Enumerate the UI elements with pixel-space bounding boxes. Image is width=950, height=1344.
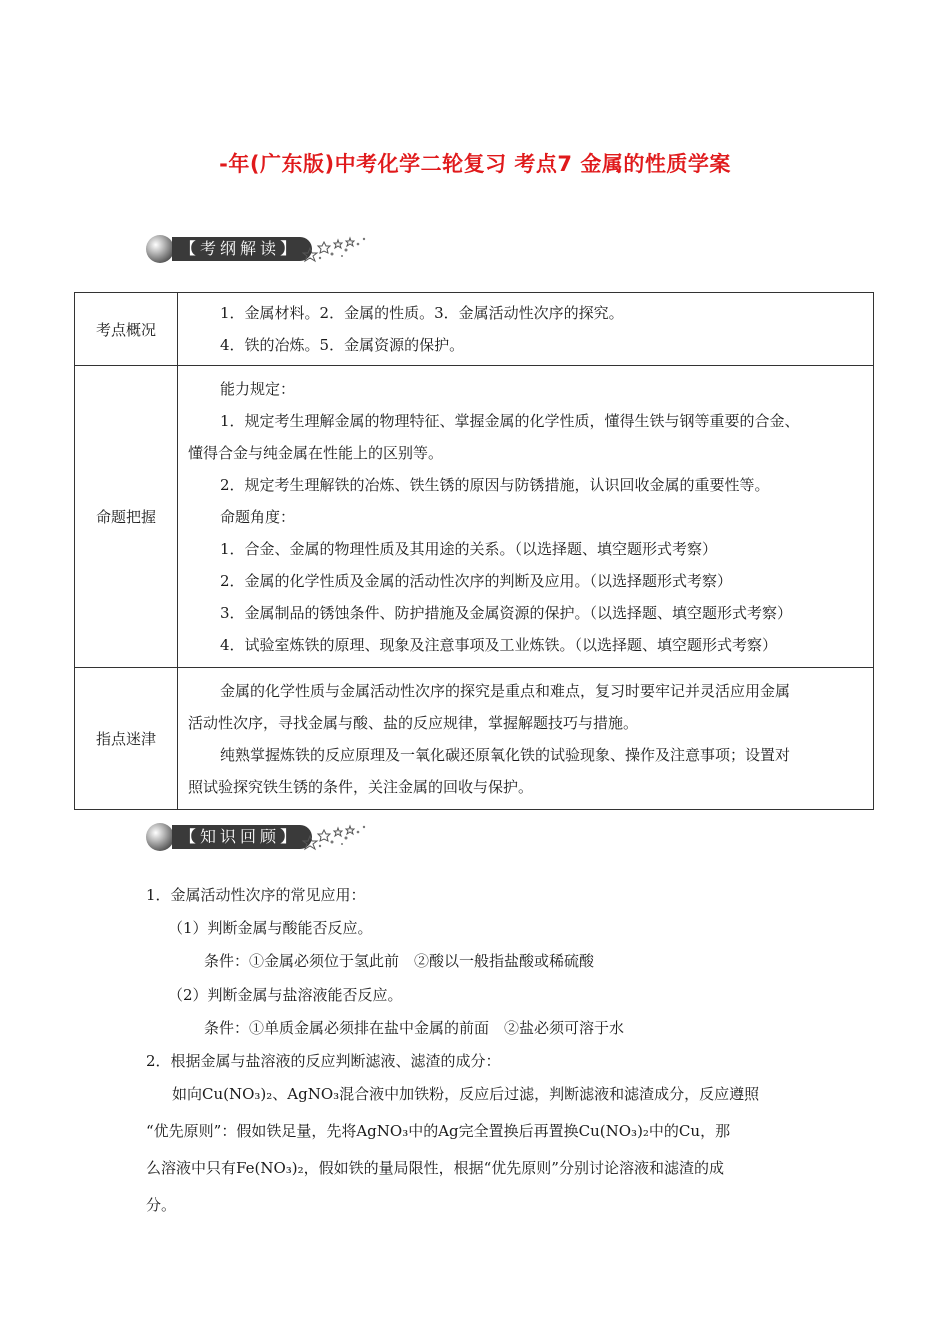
review-condition-1: 条件：①金属必须位于氢此前 ②酸以一般指盐酸或稀硫酸: [204, 952, 595, 970]
review-paragraph-line: 如向Cu(NO₃)₂、AgNO₃混合液中加铁粉，反应后过滤，判断滤液和滤渣成分，反应遵照: [172, 1085, 760, 1103]
text-line: 1．合金、金属的物理性质及其用途的关系。（以选择题、填空题形式考察）: [220, 539, 718, 558]
text-line: 1．金属材料。2．金属的性质。3．金属活动性次序的探究。: [220, 304, 624, 322]
review-subitem-1: （1）判断金属与酸能否反应。: [168, 919, 373, 937]
text-line: 纯熟掌握炼铁的反应原理及一氧化碳还原氧化铁的试验现象、操作及注意事项；设置对: [220, 745, 791, 764]
review-paragraph-line: “优先原则”：假如铁足量，先将AgNO₃中的Ag完全置换后再置换Cu(NO₃)₂中的Cu，那: [146, 1122, 731, 1140]
text-line: 2．金属的化学性质及金属的活动性次序的判断及应用。（以选择题形式考察）: [220, 571, 733, 590]
row-label: 命题把握: [75, 366, 178, 668]
review-condition-2: 条件：①单质金属必须排在盐中金属的前面 ②盐必须可溶于水: [204, 1019, 625, 1037]
row-content: [178, 668, 874, 810]
text-line: 金属的化学性质与金属活动性次序的探究是重点和难点，复习时要牢记并灵活应用金属: [220, 681, 791, 700]
section-banner-exam-outline: [146, 234, 376, 264]
row-label: 考点概况: [75, 293, 178, 366]
sphere-icon: [146, 235, 174, 263]
review-paragraph-line: 分。: [146, 1196, 177, 1214]
text-line: 1．规定考生理解金属的物理特征、掌握金属的化学性质，懂得生铁与钢等重要的合金、: [220, 411, 800, 430]
section-banner-knowledge-review: [146, 822, 376, 852]
page-title: -年(广东版)中考化学二轮复习 考点7 金属的性质学案: [219, 152, 731, 176]
text-line: 4．铁的冶炼。5．金属资源的保护。: [220, 336, 465, 354]
review-item-1: 1．金属活动性次序的常见应用：: [146, 886, 366, 904]
row-content: [178, 293, 874, 366]
text-line: 4．试验室炼铁的原理、现象及注意事项及工业炼铁。（以选择题、填空题形式考察）: [220, 635, 778, 654]
table-row: [75, 366, 874, 668]
section-heading: 【知识回顾】: [172, 825, 312, 849]
text-line: 活动性次序，寻找金属与酸、盐的反应规律，掌握解题技巧与措施。: [188, 713, 639, 732]
table-row: [75, 668, 874, 810]
text-line: 能力规定：: [220, 379, 296, 398]
text-line: 懂得合金与纯金属在性能上的区别等。: [188, 443, 444, 462]
stars-icon: [302, 822, 372, 852]
review-item-2: 2．根据金属与盐溶液的反应判断滤液、滤渣的成分：: [146, 1052, 501, 1070]
sphere-icon: [146, 823, 174, 851]
review-subitem-2: （2）判断金属与盐溶液能否反应。: [168, 986, 403, 1004]
row-content: [178, 366, 874, 668]
text-line: 3．金属制品的锈蚀条件、防护措施及金属资源的保护。（以选择题、填空题形式考察）: [220, 603, 793, 622]
review-paragraph-line: 么溶液中只有Fe(NO₃)₂，假如铁的量局限性，根据“优先原则”分别讨论溶液和滤渣的成: [146, 1159, 724, 1177]
row-label: 指点迷津: [75, 668, 178, 810]
exam-outline-table: [74, 292, 874, 810]
text-line: 命题角度：: [220, 507, 296, 526]
section-heading: 【考纲解读】: [172, 237, 312, 261]
stars-icon: [302, 234, 372, 264]
table-row: [75, 293, 874, 366]
text-line: 2．规定考生理解铁的冶炼、铁生锈的原因与防锈措施，认识回收金属的重要性等。: [220, 475, 770, 494]
text-line: 照试验探究铁生锈的条件，关注金属的回收与保护。: [188, 777, 534, 796]
